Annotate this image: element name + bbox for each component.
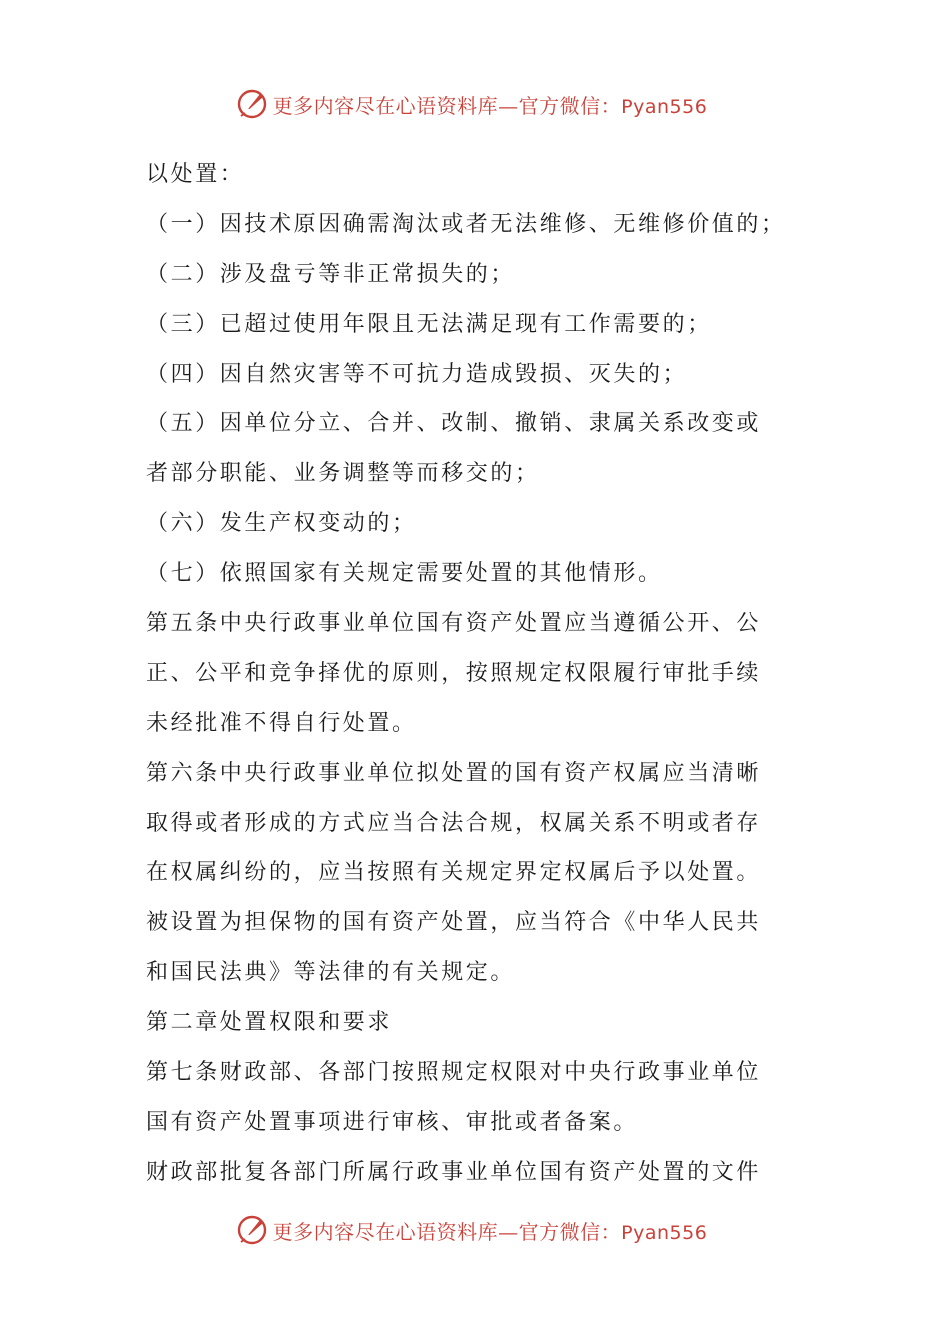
watermark-text: 更多内容尽在心语资料库—官方微信：Pyan556	[272, 93, 708, 118]
watermark-handle: Pyan556	[621, 95, 708, 118]
text-line: 第二章处置权限和要求	[146, 1010, 393, 1036]
text-line: 财政部批复各部门所属行政事业单位国有资产处置的文件	[146, 1159, 762, 1185]
text-line: 以处置：	[146, 162, 245, 187]
text-line: 第六条中央行政事业单位拟处置的国有资产权属应当清晰	[146, 760, 762, 786]
watermark-text: 更多内容尽在心语资料库—官方微信：Pyan556	[272, 1219, 708, 1244]
text-line: 者部分职能、业务调整等而移交的；	[146, 461, 540, 487]
text-line: 和国民法典》等法律的有关规定。	[146, 960, 516, 986]
document-body	[146, 150, 816, 1198]
text-line: （二）涉及盘亏等非正常损失的；	[146, 261, 516, 287]
text-line: （七）依照国家有关规定需要处置的其他情形。	[146, 561, 663, 587]
text-line: 取得或者形成的方式应当合法合规，权属关系不明或者存	[146, 810, 762, 836]
quill-logo-icon	[235, 87, 269, 121]
text-line: （四）因自然灾害等不可抗力造成毁损、灭失的；	[146, 361, 688, 387]
text-line: （六）发生产权变动的；	[146, 511, 417, 537]
text-line: （五）因单位分立、合并、改制、撤销、隶属关系改变或	[146, 411, 762, 437]
text-line: 未经批准不得自行处置。	[146, 710, 417, 736]
text-line: 在权属纠纷的，应当按照有关规定界定权属后予以处置。	[146, 860, 762, 886]
quill-logo-icon	[235, 1213, 269, 1247]
text-line: （一）因技术原因确需淘汰或者无法维修、无维修价值的；	[146, 211, 786, 237]
text-line: 第五条中央行政事业单位国有资产处置应当遵循公开、公	[146, 611, 762, 637]
watermark-handle: Pyan556	[621, 1221, 708, 1244]
text-line: （三）已超过使用年限且无法满足现有工作需要的；	[146, 311, 712, 337]
text-line: 正、公平和竞争择优的原则，按照规定权限履行审批手续	[146, 660, 762, 686]
footer-watermark	[0, 1210, 950, 1250]
text-line: 第七条财政部、各部门按照规定权限对中央行政事业单位	[146, 1060, 762, 1086]
header-watermark	[0, 84, 950, 124]
text-line: 国有资产处置事项进行审核、审批或者备案。	[146, 1109, 639, 1135]
text-line: 被设置为担保物的国有资产处置，应当符合《中华人民共	[146, 910, 762, 936]
